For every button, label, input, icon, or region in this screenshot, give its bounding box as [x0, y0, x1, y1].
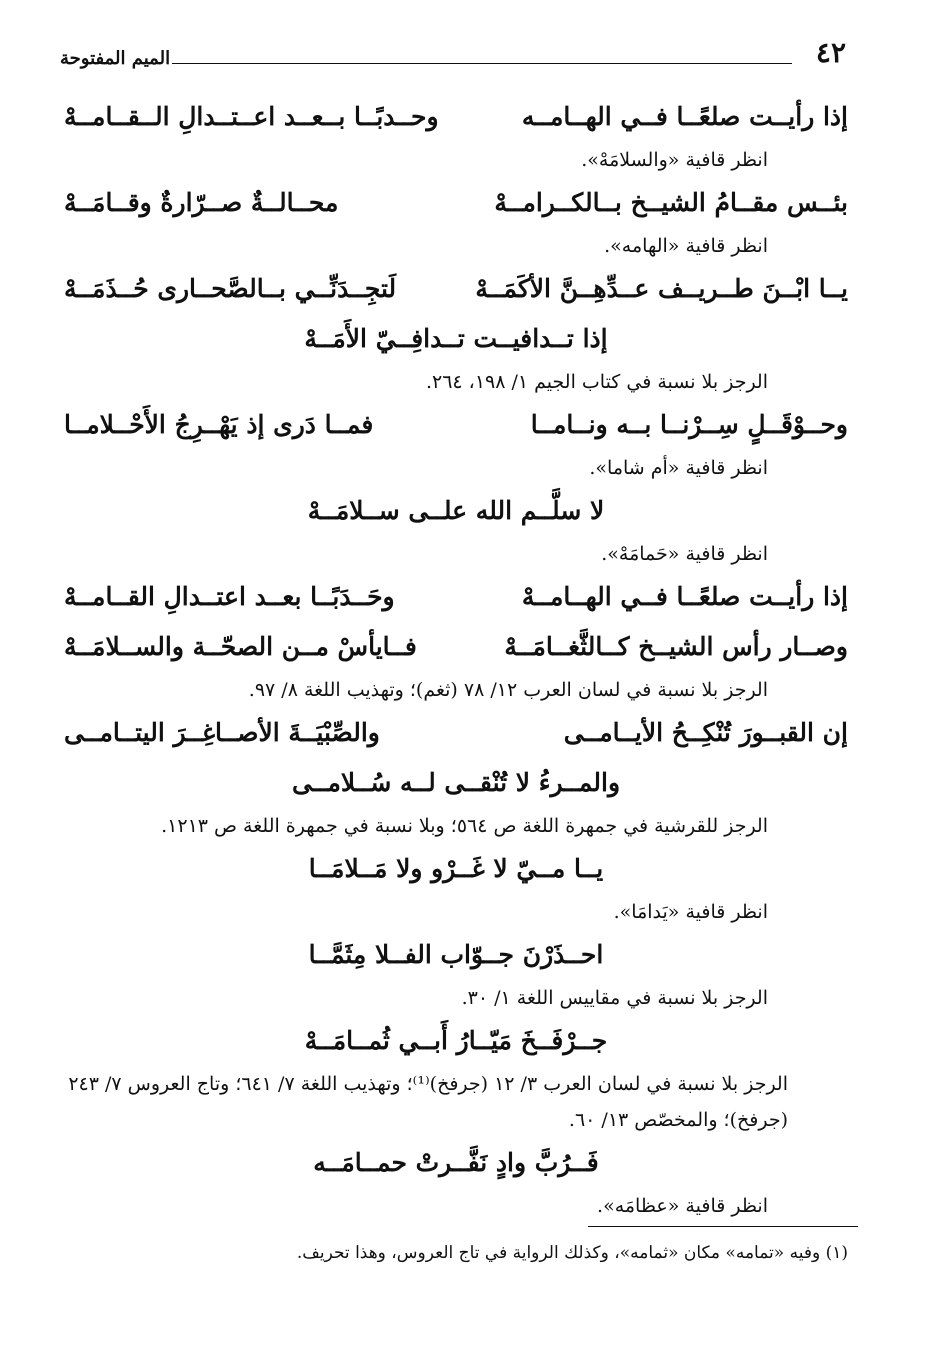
citation-note: الرجز بلا نسبة في لسان العرب ١٢/ ٧٨ (ثغم)؛ وتهذيب اللغة ٨/ ٩٧. [248, 679, 768, 701]
first-hemistich: يــا ابْــنَ طــريــف عــدِّهِــنَّ الأكَمَــهْ [475, 274, 848, 303]
verse-line [64, 622, 848, 672]
verse-line [64, 572, 848, 622]
verse-single: لا سلَّــم الله علــى ســلامَــهْ [307, 496, 605, 525]
verse-single: إذا تــدافيــت تــدافِــيّ الأَمَــهْ [304, 324, 608, 353]
first-hemistich: وصــار رأس الشيــخ كــالثَّغــامَــهْ [504, 632, 848, 661]
first-hemistich: إذا رأيــت صلعًــا فــي الهــامــه [521, 102, 848, 131]
verse-single: والمــرءُ لا تُنْقــى لــه سُــلامــى [291, 768, 621, 797]
page-header [60, 36, 846, 76]
citation-note: الرجز بلا نسبة في لسان العرب ٣/ ١٢ (جرفخ)⁽¹⁾؛ وتهذيب اللغة ٧/ ٦٤١؛ وتاج العروس ٧/ ٢٤٣ (جرفخ)؛ والمخصّص ١٣/ ٦٠. [68, 1073, 788, 1131]
citation-note: انظر قافية «عظامَه». [597, 1195, 768, 1217]
citation-note: الرجز للقرشية في جمهرة اللغة ص ٥٦٤؛ وبلا نسبة في جمهرة اللغة ص ١٢١٣. [161, 815, 768, 837]
second-hemistich: فــايأسْ مــن الصحّــة والســلامَــهْ [64, 632, 417, 661]
running-title: الميم المفتوحة [60, 48, 171, 69]
verse-single: فَــرُبَّ وادٍ نَفَّــرتْ حمــامَــه [313, 1148, 599, 1177]
verse-line [64, 178, 848, 228]
verse-line [64, 264, 848, 314]
citation-note: انظر قافية «أم شاما». [589, 457, 768, 479]
citation-note: انظر قافية «حَمامَهْ». [601, 543, 768, 565]
verse-line [64, 92, 848, 142]
citation-note: انظر قافية «الهامه». [604, 235, 768, 257]
second-hemistich: والصِّبْيَــةَ الأصــاغِــرَ اليتــامــى [64, 718, 380, 747]
second-hemistich: وحَــدَبًــا بعــد اعتــدالِ القــامــهْ [64, 582, 395, 611]
header-rule [172, 63, 792, 64]
footnote-rule [588, 1226, 858, 1227]
verse-single: جــرْفَــخَ مَيّــارُ أَبــي ثُمــامَــهْ [304, 1026, 608, 1055]
verse-line [64, 708, 848, 758]
second-hemistich: محــالــةٌ صــرّارةٌ وقــامَــهْ [64, 188, 339, 217]
first-hemistich: بئــس مقــامُ الشيــخ بــالكــرامــهْ [494, 188, 848, 217]
second-hemistich: لَتجِــدَنِّــي بــالصَّحــارى حُــذَمَــهْ [64, 274, 397, 303]
citation-note: انظر قافية «والسلامَهْ». [581, 149, 768, 171]
verse-line [64, 400, 848, 450]
footnote: (١) وفيه «تمامه» مكان «ثمامه»، وكذلك الرواية في تاج العروس، وهذا تحريف. [296, 1243, 848, 1263]
page-body [64, 92, 848, 1224]
verse-single: احــذَرْنَ جــوّاب الفــلا مِثَمَّــا [308, 940, 604, 969]
first-hemistich: إن القبــورَ تُنْكِــحُ الأيــامــى [563, 718, 848, 747]
first-hemistich: إذا رأيــت صلعًــا فــي الهــامــهْ [521, 582, 848, 611]
first-hemistich: وحــوْقَــلٍ سِــرْنــا بــه ونــامــا [530, 410, 848, 439]
second-hemistich: وحــدبًــا بــعــد اعــتــدالِ الــقــامــهْ [64, 102, 439, 131]
citation-note: الرجز بلا نسبة في كتاب الجيم ١/ ١٩٨، ٢٦٤. [425, 371, 768, 393]
citation-note: انظر قافية «يَدامَا». [613, 901, 768, 923]
citation-note: الرجز بلا نسبة في مقاييس اللغة ١/ ٣٠. [461, 987, 768, 1009]
second-hemistich: فمــا دَرى إذ يَهْــرِجُ الأَحْــلامــا [64, 410, 374, 439]
page-number: ٤٢ [815, 36, 846, 69]
verse-single: يــا مــيّ لا غَــرْو ولا مَــلامَــا [308, 854, 604, 883]
